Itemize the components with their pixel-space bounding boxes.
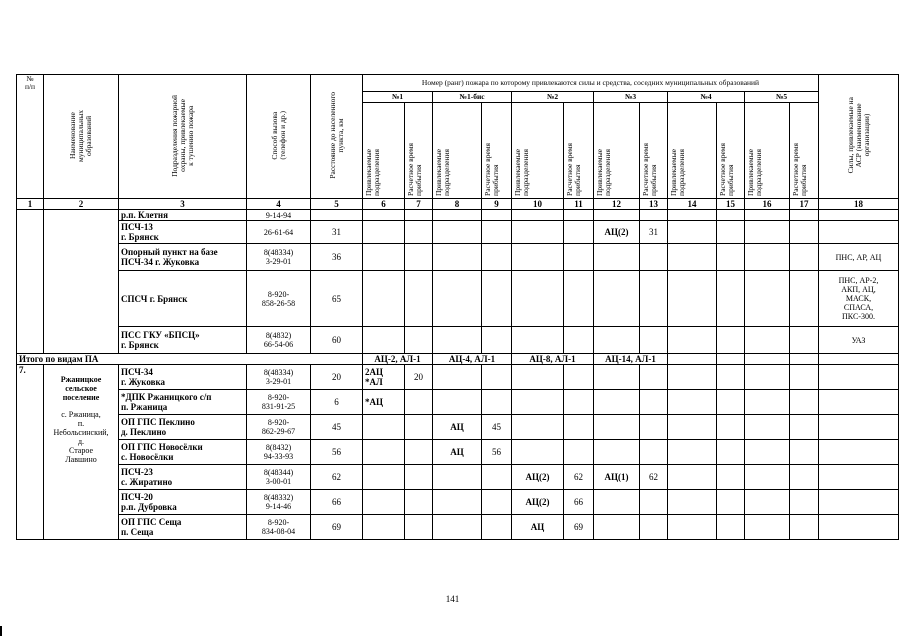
table-row xyxy=(17,440,899,465)
unit-cell: р.п. Клетня xyxy=(119,210,247,221)
rank3-time-cell xyxy=(640,490,668,515)
rank2-time-cell xyxy=(564,440,594,465)
col-number: 10 xyxy=(512,199,564,210)
asr-cell: УАЗ xyxy=(819,327,899,354)
distance-cell: 66 xyxy=(311,490,363,515)
col-number: 6 xyxy=(363,199,405,210)
distance-cell: 62 xyxy=(311,465,363,490)
rank2-units-cell: АЦ(2) xyxy=(512,490,564,515)
unit-cell: ОП ГПС Сеща п. Сеща xyxy=(119,515,247,540)
distance-cell: 31 xyxy=(311,221,363,244)
rank3-units-cell xyxy=(594,440,640,465)
header-col-call: Способ вызова (телефон и др.) xyxy=(247,75,311,199)
rank3-time-cell: 31 xyxy=(640,221,668,244)
rank2-time-cell xyxy=(564,365,594,390)
header-sub-time: Расчетное время прибытия xyxy=(564,103,594,199)
rank1bis-units-cell xyxy=(433,515,482,540)
header-sub-time: Расчетное время прибытия xyxy=(717,103,745,199)
rank3-time-cell xyxy=(640,210,668,221)
table-row xyxy=(17,244,899,271)
table-row xyxy=(17,390,899,415)
rank1-units-cell xyxy=(363,415,405,440)
table-row xyxy=(17,210,899,221)
table-row xyxy=(17,221,899,244)
header-rank-1: №1 xyxy=(363,92,433,103)
scan-edge-mark xyxy=(0,626,2,636)
rank1-time-cell xyxy=(405,515,433,540)
rank2-units-cell xyxy=(512,415,564,440)
rank3-units-cell xyxy=(594,490,640,515)
header-sub-units: Привлекаемые подразделения xyxy=(512,103,564,199)
col-number: 3 xyxy=(119,199,247,210)
table-row xyxy=(17,327,899,354)
phone-cell: 8(4832) 66-54-06 xyxy=(247,327,311,354)
rank3-time-cell xyxy=(640,390,668,415)
header-rank-2: №2 xyxy=(512,92,594,103)
rank1bis-time-cell: 56 xyxy=(482,440,512,465)
rank1-time-cell xyxy=(405,465,433,490)
rank1bis-time-cell xyxy=(482,390,512,415)
page-number: 141 xyxy=(445,594,460,604)
rank1bis-units-cell xyxy=(433,465,482,490)
rank1-units-cell xyxy=(363,515,405,540)
forces-table xyxy=(16,74,899,540)
header-rank-1bis: №1-бис xyxy=(433,92,512,103)
unit-cell: Опорный пункт на базе ПСЧ-34 г. Жуковка xyxy=(119,244,247,271)
rank3-units-cell xyxy=(594,244,640,271)
col-number: 14 xyxy=(668,199,717,210)
rank1bis-time-cell xyxy=(482,515,512,540)
distance-cell xyxy=(311,210,363,221)
rank3-time-cell xyxy=(640,271,668,327)
unit-cell: СПСЧ г. Брянск xyxy=(119,271,247,327)
distance-cell: 6 xyxy=(311,390,363,415)
table-row xyxy=(17,415,899,440)
rank1bis-time-cell xyxy=(482,465,512,490)
rank2-time-cell xyxy=(564,415,594,440)
table-row xyxy=(17,515,899,540)
phone-cell: 8(48332) 9-14-46 xyxy=(247,490,311,515)
totals-row xyxy=(17,354,899,365)
header-sub-time: Расчетное время прибытия xyxy=(482,103,512,199)
unit-cell: ПСЧ-23 с. Жиратино xyxy=(119,465,247,490)
phone-cell: 8(48344) 3-00-01 xyxy=(247,465,311,490)
column-number-row xyxy=(17,199,899,210)
phone-cell: 9-14-94 xyxy=(247,210,311,221)
table-row xyxy=(17,490,899,515)
rank1bis-units-cell xyxy=(433,490,482,515)
header-col-num: № п/п xyxy=(17,75,44,199)
rank3-time-cell xyxy=(640,515,668,540)
rank3-time-cell xyxy=(640,365,668,390)
header-sub-units: Привлекаемые подразделения xyxy=(594,103,640,199)
header-col-asr: Силы, привлекаемые на АСР (наименование организации) xyxy=(819,75,899,199)
rank1bis-time-cell: 45 xyxy=(482,415,512,440)
rank2-time-cell: 62 xyxy=(564,465,594,490)
distance-cell: 65 xyxy=(311,271,363,327)
distance-cell: 20 xyxy=(311,365,363,390)
rank3-units-cell xyxy=(594,210,640,221)
totals-rank-1bis: АЦ-4, АЛ-1 xyxy=(433,354,512,365)
unit-cell: ПСЧ-34 г. Жуковка xyxy=(119,365,247,390)
rank1bis-time-cell xyxy=(482,490,512,515)
header-sub-units: Привлекаемые подразделения xyxy=(668,103,717,199)
rank2-units-cell xyxy=(512,440,564,465)
rank1-units-cell xyxy=(363,440,405,465)
asr-cell xyxy=(819,221,899,244)
header-sub-time: Расчетное время прибытия xyxy=(405,103,433,199)
rank2-units-cell: АЦ(2) xyxy=(512,465,564,490)
rank2-time-cell xyxy=(564,390,594,415)
phone-cell: 8(48334) 3-29-01 xyxy=(247,244,311,271)
rank2-time-cell: 69 xyxy=(564,515,594,540)
rank3-time-cell xyxy=(640,327,668,354)
rank1-time-cell xyxy=(405,490,433,515)
rank1bis-units-cell xyxy=(433,365,482,390)
unit-cell: ПСЧ-20 р.п. Дубровка xyxy=(119,490,247,515)
totals-rank-3: АЦ-14, АЛ-1 xyxy=(594,354,668,365)
distance-cell: 45 xyxy=(311,415,363,440)
col-number: 16 xyxy=(745,199,790,210)
rank1-time-cell xyxy=(405,440,433,465)
col-number: 13 xyxy=(640,199,668,210)
rank3-units-cell xyxy=(594,515,640,540)
header-rank-4: №4 xyxy=(668,92,745,103)
unit-cell: ПСС ГКУ «БПСЦ» г. Брянск xyxy=(119,327,247,354)
unit-cell: ОП ГПС Пеклино д. Пеклино xyxy=(119,415,247,440)
header-sub-time: Расчетное время прибытия xyxy=(790,103,819,199)
phone-cell: 8(8432) 94-33-93 xyxy=(247,440,311,465)
col-number: 9 xyxy=(482,199,512,210)
rank1-time-cell xyxy=(405,390,433,415)
table-row xyxy=(17,465,899,490)
asr-cell: ПНС, АР, АЦ xyxy=(819,244,899,271)
header-rank-group: Номер (ранг) пожара по которому привлекаются силы и средства, соседних муниципальных образований xyxy=(363,75,819,92)
rank1-units-cell xyxy=(363,465,405,490)
totals-rank-1: АЦ-2, АЛ-1 xyxy=(363,354,433,365)
distance-cell: 36 xyxy=(311,244,363,271)
distance-cell: 56 xyxy=(311,440,363,465)
row-num-cell xyxy=(17,210,44,354)
rank1-time-cell xyxy=(405,415,433,440)
document-page xyxy=(16,74,899,540)
header-col-muni: Наименование муниципальных образований xyxy=(44,75,119,199)
rank3-time-cell: 62 xyxy=(640,465,668,490)
rank3-units-cell xyxy=(594,327,640,354)
phone-cell: 8-920- 834-08-04 xyxy=(247,515,311,540)
muni-name: Ржаницкое сельское поселение xyxy=(60,375,102,402)
asr-cell: ПНС, АР-2, АКП, АЦ, МАСК, СПАСА, ПКС-300. xyxy=(819,271,899,327)
muni-cell xyxy=(44,365,119,540)
rank1bis-time-cell xyxy=(482,365,512,390)
distance-cell: 69 xyxy=(311,515,363,540)
col-number: 17 xyxy=(790,199,819,210)
totals-rank-2: АЦ-8, АЛ-1 xyxy=(512,354,594,365)
muni-cell xyxy=(44,210,119,354)
header-rank-3: №3 xyxy=(594,92,668,103)
phone-cell: 8(48334) 3-29-01 xyxy=(247,365,311,390)
totals-label: Итого по видам ПА xyxy=(17,354,363,365)
col-number: 18 xyxy=(819,199,899,210)
header-sub-units: Привлекаемые подразделения xyxy=(433,103,482,199)
col-number: 4 xyxy=(247,199,311,210)
rank3-units-cell xyxy=(594,390,640,415)
phone-cell: 8-920- 831-91-25 xyxy=(247,390,311,415)
col-number: 15 xyxy=(717,199,745,210)
rank3-time-cell xyxy=(640,415,668,440)
rank3-units-cell xyxy=(594,271,640,327)
rank1-time-cell: 20 xyxy=(405,365,433,390)
header-sub-units: Привлекаемые подразделения xyxy=(745,103,790,199)
phone-cell: 26-61-64 xyxy=(247,221,311,244)
asr-cell xyxy=(819,210,899,221)
unit-cell: ОП ГПС Новосёлки с. Новосёлки xyxy=(119,440,247,465)
col-number: 12 xyxy=(594,199,640,210)
header-col-distance: Расстояние до населенного пункта, км xyxy=(311,75,363,199)
rank2-units-cell xyxy=(512,390,564,415)
col-number: 5 xyxy=(311,199,363,210)
rank3-time-cell xyxy=(640,440,668,465)
header-rank-5: №5 xyxy=(745,92,819,103)
rank1-units-cell xyxy=(363,490,405,515)
header-col-units: Подразделения пожарной охраны, привлекаемые к тушению пожара xyxy=(119,75,247,199)
unit-cell: *ДПК Ржаницкого с/п п. Ржаница xyxy=(119,390,247,415)
unit-cell: ПСЧ-13 г. Брянск xyxy=(119,221,247,244)
col-number: 7 xyxy=(405,199,433,210)
table-row xyxy=(17,365,899,390)
rank1bis-units-cell xyxy=(433,390,482,415)
rank3-units-cell: АЦ(2) xyxy=(594,221,640,244)
phone-cell: 8-920- 862-29-67 xyxy=(247,415,311,440)
rank3-units-cell xyxy=(594,365,640,390)
muni-places: с. Ржаница, п. Небольсинский, д. Старое Лавшино xyxy=(53,410,109,464)
rank1bis-units-cell: АЦ xyxy=(433,415,482,440)
rank3-units-cell: АЦ(1) xyxy=(594,465,640,490)
header-sub-time: Расчетное время прибытия xyxy=(640,103,668,199)
rank2-units-cell: АЦ xyxy=(512,515,564,540)
col-number: 11 xyxy=(564,199,594,210)
header-row-1 xyxy=(17,75,899,92)
rank1bis-units-cell: АЦ xyxy=(433,440,482,465)
col-number: 1 xyxy=(17,199,44,210)
header-sub-units: Привлекаемые подразделения xyxy=(363,103,405,199)
rank2-time-cell: 66 xyxy=(564,490,594,515)
phone-cell: 8-920- 858-26-58 xyxy=(247,271,311,327)
col-number: 8 xyxy=(433,199,482,210)
rank3-units-cell xyxy=(594,415,640,440)
rank2-units-cell xyxy=(512,365,564,390)
row-number: 7. xyxy=(17,365,44,540)
table-row xyxy=(17,271,899,327)
distance-cell: 60 xyxy=(311,327,363,354)
col-number: 2 xyxy=(44,199,119,210)
rank3-time-cell xyxy=(640,244,668,271)
rank1-units-cell: 2АЦ *АЛ xyxy=(363,365,405,390)
rank1-units-cell: *АЦ xyxy=(363,390,405,415)
